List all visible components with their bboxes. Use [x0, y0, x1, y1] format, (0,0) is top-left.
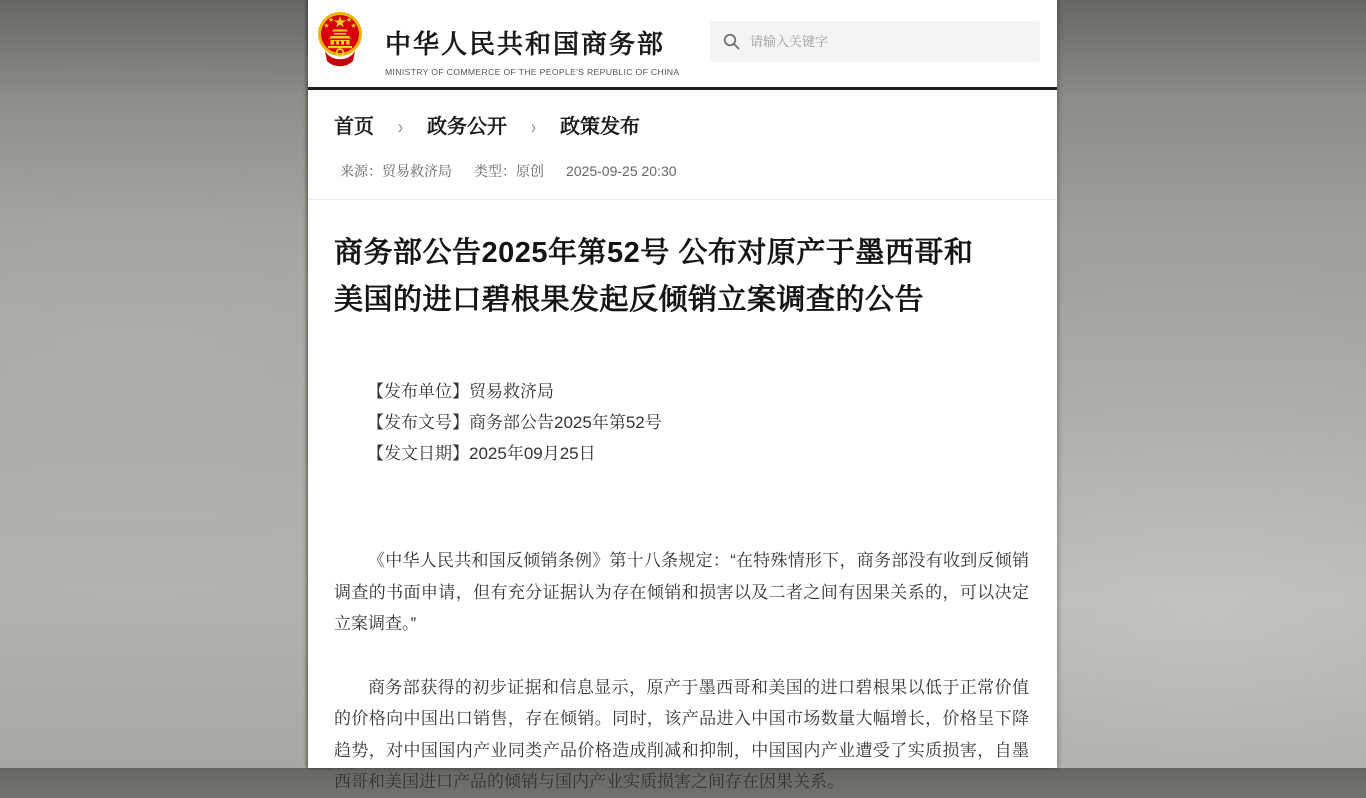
site-header: [308, 0, 1057, 90]
search-icon[interactable]: [723, 33, 740, 50]
org-titles: [385, 24, 679, 77]
doc-info-block: [367, 376, 1031, 469]
org-name-en: MINISTRY OF COMMERCE OF THE PEOPLE'S REPUBLIC OF CHINA: [385, 67, 680, 77]
doc-info-issuer: 【发布单位】贸易救济局: [367, 382, 554, 401]
article-paragraph: 商务部获得的初步证据和信息显示，原产于墨西哥和美国的进口碧根果以低于正常价值的价格向中国出口销售，存在倾销。同时，该产品进入中国市场数量大幅增长，价格呈下降趋势，对中国国内产业同类产品价格造成削减和抑制，中国国内产业遭受了实质损害，自墨西哥和美国进口产品的倾销与国内产业实质损害之间存在因果关系。: [334, 677, 1029, 791]
breadcrumb-policy-release[interactable]: 政策发布: [560, 116, 640, 138]
article-body: [308, 545, 1057, 798]
breadcrumb-gov-affairs[interactable]: 政务公开: [427, 116, 507, 138]
meta-type: 类型：原创: [474, 163, 544, 179]
meta-divider: [308, 199, 1057, 200]
article-page: [308, 0, 1057, 791]
meta-datetime: 2025-09-25 20:30: [566, 163, 677, 179]
doc-info-date: 【发文日期】2025年09月25日: [367, 444, 596, 463]
national-emblem-icon: [316, 11, 364, 71]
article-paragraph: 《中华人民共和国反倾销条例》第十八条规定：“在特殊情形下，商务部没有收到反倾销调查的书面申请，但有充分证据认为存在倾销和损害以及二者之间有因果关系的，可以决定立案调查。”: [334, 551, 1029, 633]
breadcrumb-home[interactable]: 首页: [334, 116, 374, 138]
national-emblem-logo[interactable]: [316, 11, 364, 71]
article-title: 商务部公告2025年第52号 公布对原产于墨西哥和美国的进口碧根果发起反倾销立案调查的公告: [334, 237, 974, 316]
breadcrumb: [308, 90, 1057, 138]
chevron-right-icon: ›: [398, 116, 403, 139]
org-name-zh: 中华人民共和国商务部: [385, 29, 666, 59]
chevron-right-icon: ›: [531, 116, 536, 139]
search-input[interactable]: [750, 34, 1000, 49]
search-box[interactable]: [710, 21, 1040, 62]
doc-info-number: 【发布文号】商务部公告2025年第52号: [367, 413, 662, 432]
meta-source: 来源：贸易救济局: [340, 163, 452, 179]
article-meta-row: [308, 138, 1057, 180]
